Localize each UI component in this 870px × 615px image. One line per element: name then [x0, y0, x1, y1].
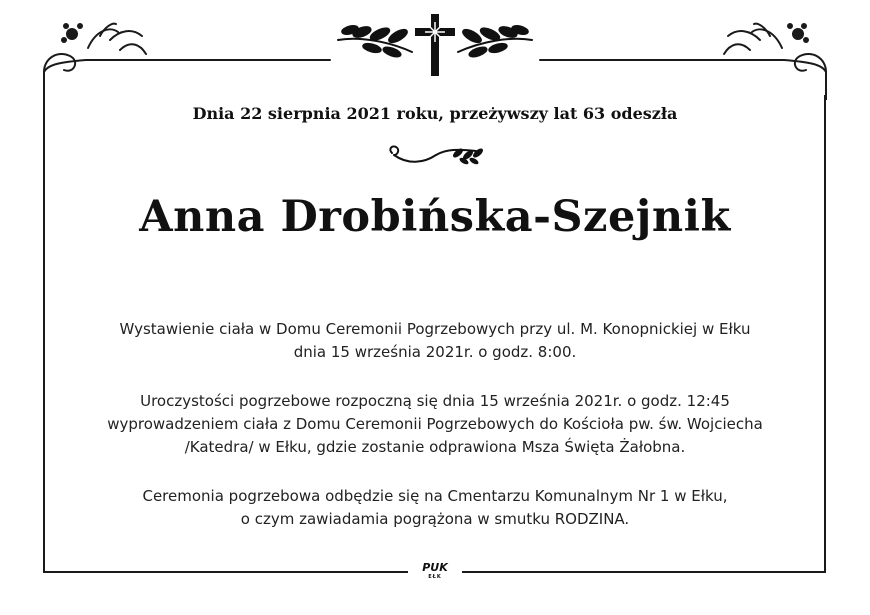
top-ornament — [0, 0, 870, 100]
paragraph-line: Uroczystości pogrzebowe rozpoczną się dnia 15 września 2021r. o godz. 12:45 — [140, 392, 730, 410]
laurel-right-icon — [458, 25, 532, 59]
paragraph-burial — [55, 485, 815, 531]
logo-sub-text: EŁK — [428, 574, 442, 580]
company-logo — [413, 562, 457, 580]
left-corner-ornament-icon — [44, 23, 330, 100]
frame-bottom-left-border — [43, 571, 408, 573]
paragraph-line: dnia 15 września 2021r. o godz. 8:00. — [293, 343, 577, 361]
paragraph-line: wyprowadzeniem ciała z Domu Ceremonii Pogrzebowych do Kościoła pw. św. Wojciecha — [107, 415, 763, 433]
announcement-body — [55, 318, 815, 557]
paragraph-line: o czym zawiadamia pogrążona w smutku RODZINA. — [240, 510, 630, 528]
swirl-divider-icon — [384, 141, 486, 171]
deceased-name: Anna Drobińska-Szejnik — [139, 192, 731, 242]
paragraph-ceremony — [55, 390, 815, 459]
cross-icon — [415, 14, 455, 76]
paragraph-line: Ceremonia pogrzebowa odbędzie się na Cmentarzu Komunalnym Nr 1 w Ełku, — [142, 487, 728, 505]
right-corner-ornament-icon — [540, 23, 826, 100]
paragraph-line: Wystawienie ciała w Domu Ceremonii Pogrzebowych przy ul. M. Konopnickiej w Ełku — [119, 320, 751, 338]
paragraph-viewing — [55, 318, 815, 364]
intro-line: Dnia 22 sierpnia 2021 roku, przeżywszy lat 63 odeszła — [192, 104, 678, 123]
paragraph-line: /Katedra/ w Ełku, gdzie zostanie odprawiona Msza Święta Żałobna. — [184, 438, 686, 456]
frame-left-border — [43, 95, 45, 573]
laurel-left-icon — [338, 25, 412, 59]
logo-main-text: PUK — [422, 561, 448, 574]
frame-bottom-right-border — [462, 571, 826, 573]
frame-right-border — [824, 95, 826, 573]
